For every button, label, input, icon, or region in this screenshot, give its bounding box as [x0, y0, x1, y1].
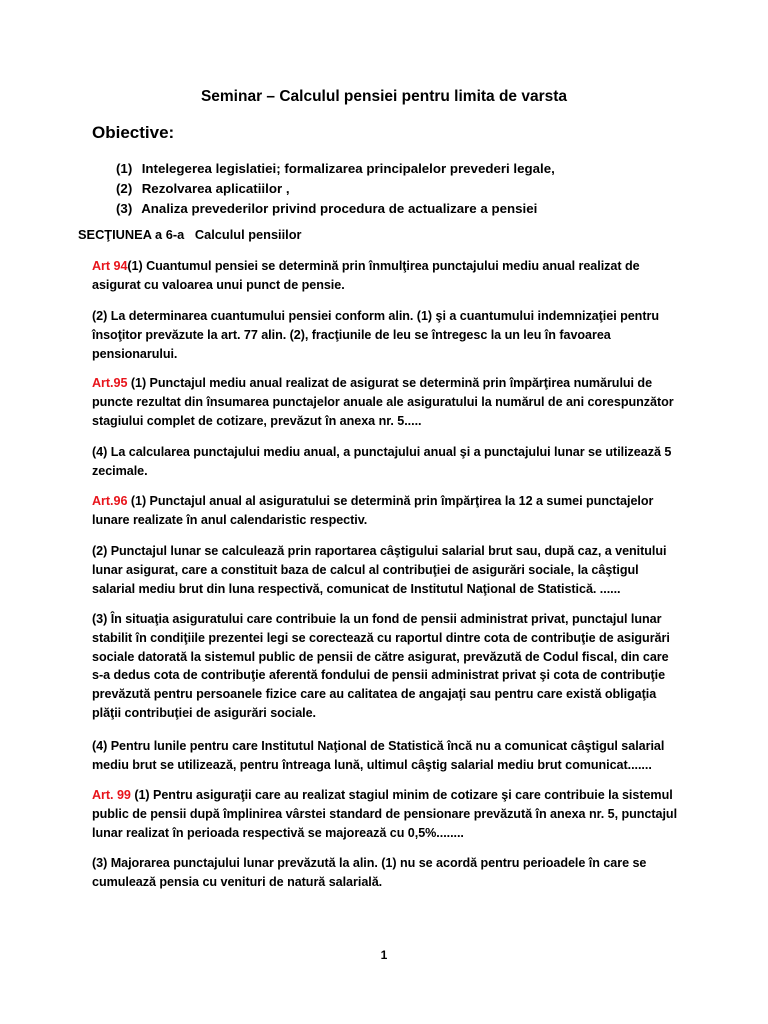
paragraph	[92, 542, 682, 598]
list-number: (3)	[116, 201, 133, 216]
paragraph	[92, 786, 682, 842]
objectives-list	[116, 159, 555, 219]
paragraph-text: (1) Punctajul anual al asiguratului se determină prin împărţirea la 12 a sumei punctajelor lunare realizate în anul calendaristic respectiv.	[92, 494, 654, 527]
list-item	[116, 159, 555, 179]
article-ref: Art 94	[92, 259, 128, 273]
paragraph-text: (1) Pentru asiguraţii care au realizat stagiul minim de cotizare şi care contribuie la sistemul public de pensii după împlinirea vârstei standard de pensionare prevăzută în anexa nr. 5, punctajul lunar realizat în perioada respectivă se majorează cu 0,5%........	[92, 788, 678, 840]
article-ref: Art. 99	[92, 788, 131, 802]
paragraph-text: (3) Majorarea punctajului lunar prevăzută la alin. (1) nu se acordă pentru perioadele în care se cumulează pensia cu venituri de natură salarială.	[92, 856, 647, 889]
article-ref: Art.96	[92, 494, 128, 508]
paragraph-text: (1) Cuantumul pensiei se determină prin înmulţirea punctajului mediu anual realizat de asigurat cu valoarea unui punct de pensie.	[92, 259, 640, 292]
paragraph	[92, 374, 682, 430]
page-number: 1	[380, 948, 388, 962]
paragraph-text: (2) La determinarea cuantumului pensiei conform alin. (1) şi a cuantumului indemnizaţiei pentru însoţitor prevăzute la art. 77 alin. (2), fracţiunile de leu se întregesc la un leu în favoarea pensionarului.	[92, 309, 659, 361]
list-item	[116, 179, 555, 199]
list-text: Analiza prevederilor privind procedura de actualizare a pensiei	[141, 201, 538, 216]
list-number: (1)	[116, 161, 133, 176]
paragraph	[92, 737, 682, 775]
paragraph-text: (3) În situaţia asiguratului care contribuie la un fond de pensii administrat privat, punctajul lunar stabilit în condiţiile prezentei legi se corectează cu raportul dintre cota de contribuţie de asigurări sociale datorată la sistemul public de pensii de către asigurat, prevăzută de Codul fiscal, din care s-a dedus cota de contribuţie aferentă fondului de pensii administrat privat şi cota de contribuţie prevăzută pentru persoanele fizice care au calitatea de angajaţi sau pentru care există obligaţia plăţii contribuţiei de asigurări sociale.	[92, 612, 670, 720]
list-text: Intelegerea legislatiei; formalizarea principalelor prevederi legale,	[141, 161, 555, 176]
list-text: Rezolvarea aplicatiilor ,	[141, 181, 290, 196]
paragraph-text: (1) Punctajul mediu anual realizat de asigurat se determină prin împărţirea numărului de puncte rezultat din însumarea punctajelor anuale ale asiguratului la numărul de ani corespunzător stagiului complet de cotizare, prevăzut în anexa nr. 5.....	[92, 376, 674, 428]
paragraph	[92, 854, 682, 892]
paragraph-text: (4) La calcularea punctajului mediu anual, a punctajului anual şi a punctajului lunar se utilizează 5 zecimale.	[92, 445, 672, 478]
paragraph	[92, 257, 682, 295]
objectives-heading: Obiective:	[92, 123, 175, 142]
paragraph-text: (2) Punctajul lunar se calculează prin raportarea câştigului salarial brut sau, după caz, a venitului lunar asigurat, care a constituit baza de calcul al contribuţiei de asigurări sociale, la câştigul salarial mediu brut din luna respectivă, comunicat de Institutul Naţional de Statistică. ......	[92, 544, 667, 596]
list-number: (2)	[116, 181, 133, 196]
section-heading: SECŢIUNEA a 6-a Calculul pensiilor	[78, 227, 302, 242]
list-item	[116, 199, 555, 219]
article-ref: Art.95	[92, 376, 128, 390]
paragraph	[92, 492, 682, 530]
paragraph	[92, 610, 682, 723]
paragraph	[92, 443, 682, 481]
paragraph-text: (4) Pentru lunile pentru care Institutul Naţional de Statistică încă nu a comunicat câştigul salarial mediu brut se utilizează, pentru întreaga lună, ultimul câştig salarial mediu brut comunicat.......	[92, 739, 665, 772]
page-title: Seminar – Calculul pensiei pentru limita de varsta	[200, 88, 568, 105]
paragraph	[92, 307, 682, 363]
